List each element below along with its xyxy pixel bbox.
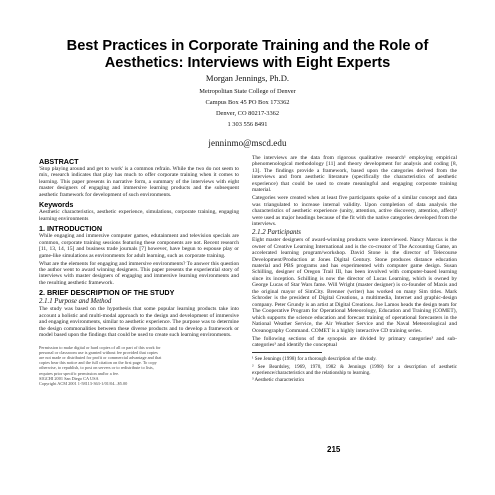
permission-line: are not made or distributed for profit or commercial advantage and that [39, 355, 162, 361]
right-column [252, 155, 457, 385]
abstract-heading: ABSTRACT [39, 157, 79, 166]
title-line-1: Best Practices in Corporate Training and the Role of [66, 38, 429, 54]
introduction-paragraph-1: While engaging and immersive computer games, edutainment and television specials are common, corporate training sessions featuring these components are not. Recent research [11, 13, 14, 15] and business trade journals [7] however, have begun to espouse play or game-like simulations as environments for adult learning, such as corporate training. [39, 233, 239, 259]
keywords-text: Aesthetic characteristics, aesthetic experience, simulations, corporate training, engaging learning environments [39, 209, 239, 222]
footnote-divider [252, 352, 322, 353]
permission-line: Copyright ACM 2001 1-58113-363-1/01/04...$5.00 [39, 381, 128, 387]
paper-title [40, 38, 455, 72]
footnote-3: ³ Aesthetic characteristics [252, 377, 305, 384]
permission-notice [39, 345, 239, 387]
author-address-2: Denver, CO 80217-3362 [215, 110, 280, 117]
permission-line: Permission to make digital or hard copies of all or part of this work for [39, 344, 161, 350]
footnote-2: ² See Beardsley, 1969, 1970, 1982 & Jennings (1998) for a description of aesthetic experience/characteristics and the relationship to learning. [252, 363, 457, 376]
synopsis-paragraph: The following sections of the synopsis are divided by primary categories³ and sub-categories³ and identify the conceptual [252, 335, 457, 349]
introduction-heading: 1. INTRODUCTION [39, 224, 103, 234]
permission-line: personal or classroom use is granted without fee provided that copies [39, 349, 158, 355]
permission-line: otherwise, to republish, to post on servers or to redistribute to lists, [39, 365, 154, 371]
participants-paragraph: Eight master designers of award-winning products were interviewed. Nancy Marcus is the owner of Creative Learning International and is the co-creator of The Accounting Game, an accelerated learning program/workshop. David Stone is the director of Telecourse Development/Production at Jones Digital Century. Stone produces distance education material and PBS programs and has experimented with computer game design. Susan Schilling, designer of Oregon Trail III, has been involved with computer-based learning since its inception. Schilling is now the director of Lucas Learning, which is owned by George Lucas of Star Wars fame. Will Wright (master designer) is co-founder of Maxis and the original mayor of SimCity. Brenner (writer) has worked on many Sim titles. Mark Schroder is the president of Digital Creations, a multimedia, Internet and graphic-design company. Peter Grundy is an artist at Digital Creations. Joe Lamos heads the design team for The Cooperative Program for Operational Meteorology, Education and Training (COMET), which supports the science education and forecast training of operational forecasters in the National Weather Service, the Air Weather Service and the Naval Meteorological and Oceanography Command. COMET is a highly interactive CD training series. [252, 237, 457, 334]
author-email[interactable]: jenninmo@mscd.edu [208, 138, 287, 148]
author-affiliation: Metropolitan State College of Denver [199, 88, 296, 95]
permission-line: SIGCHI 2001 San Diego CA USA [39, 375, 99, 381]
author-name: Morgan Jennings, Ph.D. [205, 73, 290, 83]
study-heading: 2. BRIEF DESCRIPTION OF THE STUDY [39, 288, 175, 298]
permission-line: requires prior specific permission and/or a fee. [39, 370, 120, 376]
categories-paragraph: Categories were created when at least five participants spoke of a similar concept and data was triangulated to increase internal validity. Upon completion of data analysis the characteristics of aesthetic experience (unity, attention, active discovery, attention, affect)² were used as major headings because of the fit with the native categories developed from the interviews. [252, 195, 457, 228]
permission-line: copies bear this notice and the full citation on the first page. To copy [39, 360, 157, 366]
author-phone: 1 303 556 8491 [227, 121, 268, 128]
keywords-heading: Keywords [39, 200, 74, 210]
left-column [39, 155, 239, 386]
author-address-1: Campus Box 45 PO Box 173362 [205, 99, 290, 106]
study-paragraph-1: The study was based on the hypothesis that some popular learning products take into account a holistic and multi-modal approach to the design and development of immersive and engaging environments, similar to aesthetic experience. The purpose was to determine the design commonalities between these diverse products and to develop a framework or model based upon the findings that could be used to create such learning environments. [39, 306, 239, 339]
methodology-paragraph: The interviews are the data from rigorous qualitative research¹ employing empirical phenomenological methodology [11] and theory development for analysis and coding [8, 13]. The findings provide a framework, based upon the categories derived from the interviews and from aesthetic literature (specifically the characteristics of aesthetic experience) that could be used to create meaningful and engaging corporate training material. [252, 155, 457, 194]
title-line-2: Aesthetics: Interviews with Eight Experts [104, 55, 391, 71]
abstract-text: 'Stop playing around and get to work' is a common refrain. While the two do not seem to mix, research indicates that play has much to offer corporate training when it comes to learning. This paper presents in narrative form, a summary of the interviews with eight master designers of engaging and immersive learning products and the subsequent aesthetic framework for development of such environments. [39, 166, 239, 198]
page-number: 215 [327, 445, 341, 454]
footnote-1: ¹ See Jennings (1998) for a thorough description of the study. [252, 356, 377, 363]
purpose-subheading: 2.1.1 Purpose and Method [39, 298, 112, 306]
participants-subheading: 2.1.2 Participants [252, 229, 301, 237]
introduction-paragraph-2: What are the elements for engaging and immersive environments? To answer this question the author went to award winning designers. This paper presents the experiential story of interviews with master designers of engaging and immersive learning environments and the resulting aesthetic framework. [39, 260, 239, 286]
